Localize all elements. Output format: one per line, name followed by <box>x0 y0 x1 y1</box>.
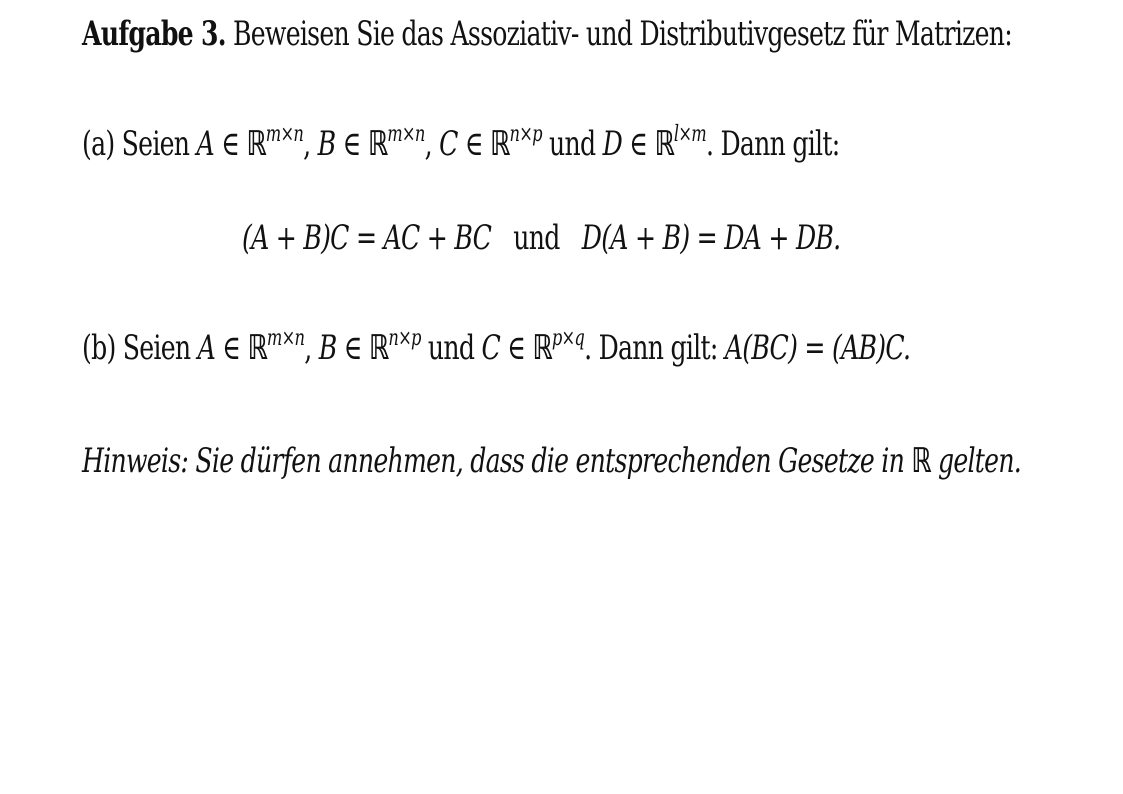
dimension-c: p×q <box>551 326 585 351</box>
dimension-b: n×p <box>388 326 421 351</box>
dimension-a: m×n <box>266 326 305 351</box>
real-numbers-symbol: ℝ <box>490 124 510 164</box>
part-b-label: (b) Seien <box>82 328 198 368</box>
matrix-c-symbol: C <box>439 124 458 164</box>
matrix-b-symbol: B <box>317 124 336 164</box>
dimension-c: n×p <box>509 122 542 147</box>
und-text: und <box>420 328 482 368</box>
und-text: und <box>541 124 603 164</box>
comma: , <box>424 124 440 164</box>
comma: , <box>303 124 318 164</box>
associative-formula: A(BC) = (AB)C. <box>724 328 911 368</box>
dann-gilt-text: . Dann gilt: <box>705 124 840 164</box>
formula-connector: und <box>513 218 560 258</box>
dimension-a: m×n <box>265 122 304 147</box>
element-of-symbol: ∈ <box>336 328 369 368</box>
comma: , <box>304 328 319 368</box>
hint-text: Hinweis: Sie dürfen annehmen, dass die entsprechenden Gesetze in <box>82 441 912 481</box>
element-of-symbol: ∈ <box>457 124 491 164</box>
matrix-c-symbol: C <box>481 328 500 368</box>
matrix-a-symbol: A <box>197 328 216 368</box>
exercise-title <box>82 14 1012 54</box>
hint-note <box>82 441 1021 481</box>
matrix-a-symbol: A <box>196 124 214 164</box>
element-of-symbol: ∈ <box>622 124 655 164</box>
part-a-statement <box>82 124 839 164</box>
formula-right: D(A + B) = DA + DB. <box>581 218 841 258</box>
part-a-label: (a) Seien <box>82 124 197 164</box>
dimension-b: m×n <box>387 122 425 147</box>
real-numbers-symbol: ℝ <box>246 124 266 164</box>
distributive-formula <box>242 218 840 258</box>
element-of-symbol: ∈ <box>499 328 533 368</box>
exercise-number: Aufgabe 3. <box>82 14 226 54</box>
element-of-symbol: ∈ <box>335 124 368 164</box>
hint-text-end: gelten. <box>930 441 1022 481</box>
element-of-symbol: ∈ <box>215 328 248 368</box>
dann-gilt-text: . Dann gilt: <box>584 328 725 368</box>
matrix-d-symbol: D <box>602 124 623 164</box>
formula-left: (A + B)C = AC + BC <box>242 218 492 258</box>
real-numbers-symbol: ℝ <box>532 328 552 368</box>
element-of-symbol: ∈ <box>213 124 247 164</box>
exercise-statement: Beweisen Sie das Assoziativ- und Distributivgesetz für Matrizen: <box>225 14 1012 54</box>
part-b-statement <box>82 328 910 368</box>
matrix-b-symbol: B <box>318 328 337 368</box>
dimension-d: l×m <box>673 122 706 147</box>
real-numbers-symbol: ℝ <box>654 124 674 164</box>
real-numbers-symbol: ℝ <box>911 441 931 481</box>
real-numbers-symbol: ℝ <box>247 328 267 368</box>
real-numbers-symbol: ℝ <box>367 124 388 164</box>
real-numbers-symbol: ℝ <box>368 328 389 368</box>
